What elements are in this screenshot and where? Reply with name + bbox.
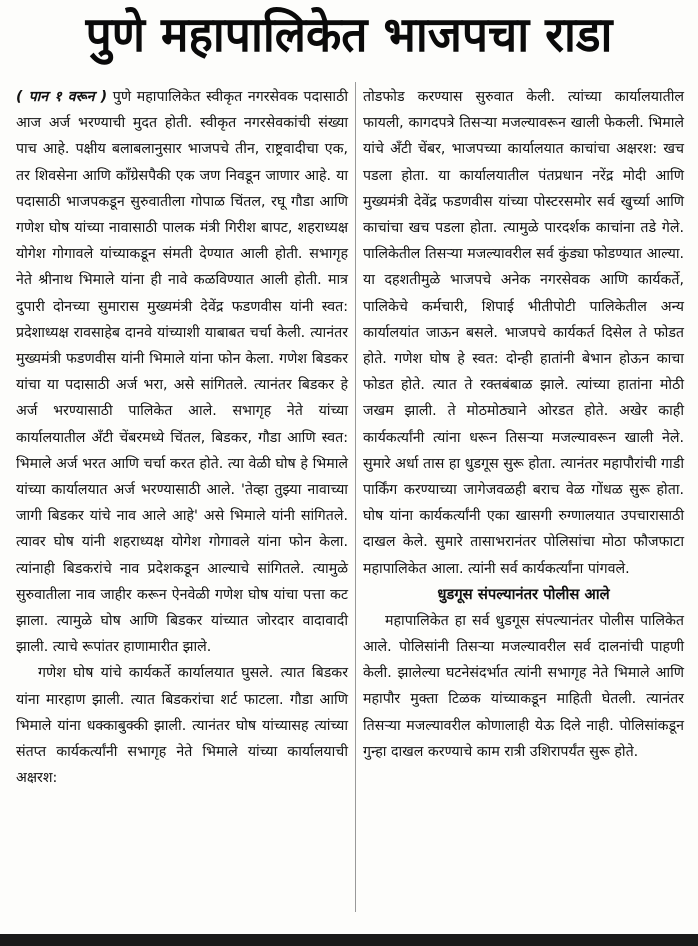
article-paragraph: तोडफोड करण्यास सुरुवात केली. त्यांच्या कार्यालयातील फायली, कागदपत्रे तिसऱ्या मजल्यावरून खाली फेकली. भिमाले यांचे अँटी चेंबर, भाजपच्या कार्यालयात काचांचा अक्षरश: खच पडला होता. या कार्यालयातील पंतप्रधान नरेंद्र मोदी आणि मुख्यमंत्री देवेंद्र फडणवीस यांच्या पोस्टरसमोर सर्व खुर्च्या आणि काचांचा खच पडला होता. त्यामुळे पारदर्शक काचांना तडे गेले. पालिकेतील तिसऱ्या मजल्यावरील सर्व कुंड्या फोडण्यात आल्या. या दहशतीमुळे भाजपचे अनेक नगरसेवक आणि कार्यकर्ते, पालिकेचे कर्मचारी, शिपाई भीतीपोटी पालिकेतील अन्य कार्यालयांत जाऊन बसले. भाजपचे कार्यकर्त दिसेल ते फोडत होते. गणेश घोष हे स्वत: दोन्ही हातांनी बेभान होऊन काचा फोडत होते. त्यात ते रक्तबंबाळ झाले. त्यांच्या हातांना मोठी जखम झाली. ते मोठमोठ्याने ओरडत होते. अखेर काही कार्यकर्त्यांनी त्यांना धरून तिसऱ्या मजल्यावरून खाली नेले. सुमारे अर्धा तास हा धुडगूस सुरू होता. त्यानंतर महापौरांची गाडी पार्किंग करण्याच्या जागेजवळही बराच वेळ गोंधळ सुरू होता. घोष यांना कार्यकर्त्यांनी एका खासगी रुग्णालयात उपचारासाठी दाखल केले. सुमारे तासाभरानंतर पोलिसांचा मोठा फौजफाटा महापालिकेत आला. त्यांनी सर्व कार्यकर्त्यांना पांगवले. [363,89,684,577]
article-column-right [363,84,684,765]
column-divider [355,82,356,912]
paragraph-text: पुणे महापालिकेत स्वीकृत नगरसेवक पदासाठी आज अर्ज भरण्याची मुदत होती. स्वीकृत नगरसेवकांची संख्या पाच आहे. पक्षीय बलाबलानुसार भाजपचे तीन, राष्ट्रवादीचा एक, तर शिवसेना आणि काँग्रेसपैकी एक जण निवडून जाणार आहे. या पदासाठी भाजपकडून सुरुवातीला गोपाळ चिंतल, रघू गौडा आणि गणेश घोष यांच्या नावासाठी पालक मंत्री गिरीश बापट, शहराध्यक्ष योगेश गोगावले यांच्याकडून संमती देण्यात आली होती. सभागृह नेते श्रीनाथ भिमाले यांना ही नावे कळविण्यात आली होती. मात्र दुपारी दोनच्या सुमारास मुख्यमंत्री देवेंद्र फडणवीस यांनी स्वत: प्रदेशाध्यक्ष रावसाहेब दानवे यांच्याशी याबाबत चर्चा केली. त्यानंतर मुख्यमंत्री फडणवीस यांनी भिमाले यांना फोन केला. गणेश बिडकर यांचा या पदासाठी अर्ज भरा, असे सांगितले. त्यानंतर बिडकर हे अर्ज भरण्यासाठी पालिकेत आले. सभागृह नेते यांच्या कार्यालयातील अँटी चेंबरमध्ये चिंतल, बिडकर, गौडा आणि स्वत: भिमाले अर्ज भरत आणि चर्चा करत होते. त्या वेळी घोष हे भिमाले यांच्या कार्यालयात अर्ज भरण्यासाठी आले. 'तेव्हा तुझ्या नावाच्या जागी बिडकर यांचे नाव आले आहे' असे भिमाले यांनी सांगितले. त्यावर घोष यांनी शहराध्यक्ष योगेश गोगावले यांना फोन केला. त्यांनाही बिडकरांचे नाव प्रदेशकडून आल्याचे सांगितले. त्यामुळे सुरुवातीला नाव जाहीर करून ऐनवेळी गणेश घोष यांचा पत्ता कट झाला. त्यामुळे घोष आणि बिडकर यांच्यात जोरदार वादावादी झाली. त्याचे रूपांतर हाणामारीत झाले. [16,89,348,656]
article-paragraph: महापालिकेत हा सर्व धुडगूस संपल्यानंतर पोलीस पालिकेत आले. पोलिसांनी तिसऱ्या मजल्यावरील सर्व दालनांची पाहणी केली. झालेल्या घटनेसंदर्भात त्यांनी सभागृह नेते भिमाले आणि महापौर मुक्ता टिळक यांच्याकडून माहिती घेतली. त्यानंतर तिसऱ्या मजल्यावरील कोणालाही येऊ दिले नाही. पोलिसांकडून गुन्हा दाखल करण्याचे काम रात्री उशिरापर्यंत सुरू होते. [363,612,684,760]
bottom-rule [0,934,698,946]
article-column-left [16,84,348,791]
article-paragraph: गणेश घोष यांचे कार्यकर्ते कार्यालयात घुसले. त्यात बिडकर यांना मारहाण झाली. त्यात बिडकरांचा शर्ट फाटला. गौडा आणि भिमाले यांना धक्काबुक्की झाली. त्यानंतर घोष यांच्यासह त्यांच्या संतप्त कार्यकर्त्यांनी सभागृह नेते भिमाले यांच्या कार्यालयाची अक्षरश: [16,665,348,787]
headline: पुणे महापालिकेत भाजपचा राडा [85,5,613,63]
page-reference: ( पान १ वरून ) [16,89,108,105]
subheading: धुडगूस संपल्यानंतर पोलीस आले [437,585,610,603]
article-paragraph [16,84,348,660]
